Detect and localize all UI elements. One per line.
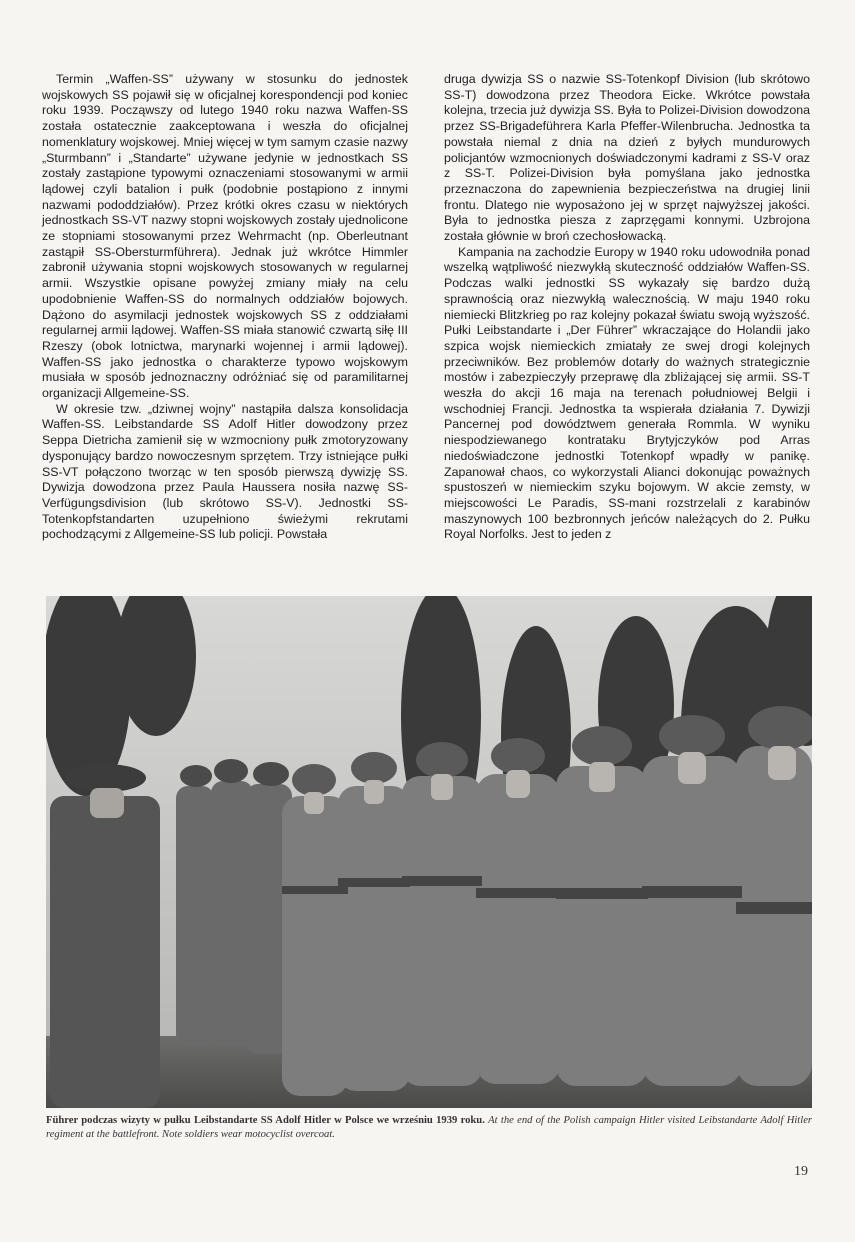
left-text-column	[42, 72, 408, 543]
page-number: 19	[794, 1164, 808, 1179]
caption-polish: Führer podczas wizyty w pułku Leibstandarte SS Adolf Hitler w Polsce we wrześniu 1939 roku.	[46, 1115, 485, 1126]
historical-photograph	[46, 596, 812, 1108]
right-paragraph-2: Kampania na zachodzie Europy w 1940 roku udowodniła ponad wszelką wątpliwość niezwykłą skuteczność oddziałów Waffen-SS. Podczas walki jednostki SS wykazały się bardzo dużą sprawnością oraz niezwykłą walecznością. W maju 1940 roku niemiecki Blitzkrieg po raz kolejny pokazał światu swoją wyższość. Pułki Leibstandarte i „Der Führer” wkraczające do Holandii jako szpica wojsk niemieckich zmiatały ze swej drogi kolejnych przeciwników. Bez problemów dotarły do ważnych strategicznie mostów i zabezpieczyły przeprawę dla zbliżającej się armii. SS-T weszła do akcji 16 maja na terenach południowej Belgii i wschodniej Francji. Jednostka ta wspierała działania 7. Dywizji Pancernej pod dowództwem generała Rommla. W wyniku niespodziewanego kontrataku Brytyjczyków pod Arras niedoświadczone jednostki Totenkopf wpadły w panikę. Zapanował chaos, co wykorzystali Alianci dokonując poważnych spustoszeń w niemieckim szyku bojowym. W akcie zemsty, w miejscowości Le Paradis, SS-mani rozstrzelali z karabinów maszynowych 100 bezbronnych jeńców należących do 2. Pułku Royal Norfolks. Jest to jeden z	[444, 244, 810, 542]
caption-english: At the end of the Polish campaign Hitler visited Leibstandarte Adolf Hitler regiment at the battlefront. Note soldiers wear motocyclist overcoat.	[46, 1115, 813, 1140]
right-text-column	[444, 72, 810, 543]
left-paragraph-1: Termin „Waffen-SS” używany w stosunku do jednostek wojskowych SS pojawił się w oficjalnej korespondencji pod koniec roku 1939. Począwszy od lutego 1940 roku nazwa Waffen-SS została ostatecznie zaakceptowana i weszła do oficjalnej nomenklatury wojskowej. Mniej więcej w tym samym czasie nazwy „Sturmbann” i „Standarte” używane jedynie w jednostkach SS zostały zastąpione typowymi oznaczeniami stosowanymi w armii lądowej czyli batalion i pułk (podobnie postąpiono z innymi nazwami pododdziałów). Przez krótki okres czasu w niektórych jednostkach SS-VT nazwy stopni wojskowych zostały ujednolicone ze stopniami stosowanymi przez Wehrmacht (np. Oberleutnant zastąpił SS-Obersturmführera). Jednak już wkrótce Himmler zabronił używania stopni wojskowych stosowanych w regularnej armii. Wszystkie opisane powyżej zmiany miały na celu upodobnienie Waffen-SS do normalnych oddziałów bojowych. Dążono do asymilacji jednostek wojskowych SS z oddziałami regularnej armii lądowej. Waffen-SS miała stanowić czwartą siłę III Rzeszy (obok lotnictwa, marynarki wojennej i armii lądowej). Waffen-SS jako jednostka o charakterze typowo wojskowym musiała w sposób jednoznaczny odróżniać się od paramilitarnej organizacji Allgemeine-SS.	[42, 72, 408, 401]
right-paragraph-1: druga dywizja SS o nazwie SS-Totenkopf Division (lub skrótowo SS-T) dowodzona przez Theodora Eicke. Wkrótce powstała kolejna, trzecia już dywizja SS. Była to Polizei-Division dowodzona przez SS-Brigadeführera Karla Pfeffer-Wilenbrucha. Jednostka ta powstała niemal z dnia na dzień z byłych mundurowych policjantów wzmocnionych doświadczonymi kadrami z SS-V oraz z SS-T. Polizei-Division była pomyślana jako jednostka przeznaczona do zapewnienia bezpieczeństwa na drugiej linii frontu. Dlatego nie wyposażono jej w sprzęt najwyższej jakości. Była to jednostka piesza z zaprzęgami konnymi. Uzbrojona została głównie w broń czechosłowacką.	[444, 72, 810, 244]
photo-caption	[46, 1114, 812, 1142]
left-paragraph-2: W okresie tzw. „dziwnej wojny” nastąpiła dalsza konsolidacja Waffen-SS. Leibstandarde SS Adolf Hitler dowodzony przez Seppa Dietricha zamienił się w wzmocniony pułk zmotoryzowany dysponujący bardzo nowoczesnym sprzętem. Trzy istniejące pułki SS-VT połączono tworząc w ten sposób pierwszą dywizję SS. Dywizja dowodzona przez Paula Haussera nosiła nazwę SS-Verfügungsdivision (lub skrótowo SS-V). Jednostki SS-Totenkopfstandarten uzupełniono świeżymi rekrutami pochodzącymi z Allgemeine-SS lub policji. Powstała	[42, 401, 408, 542]
photo-illustration	[46, 596, 812, 1108]
